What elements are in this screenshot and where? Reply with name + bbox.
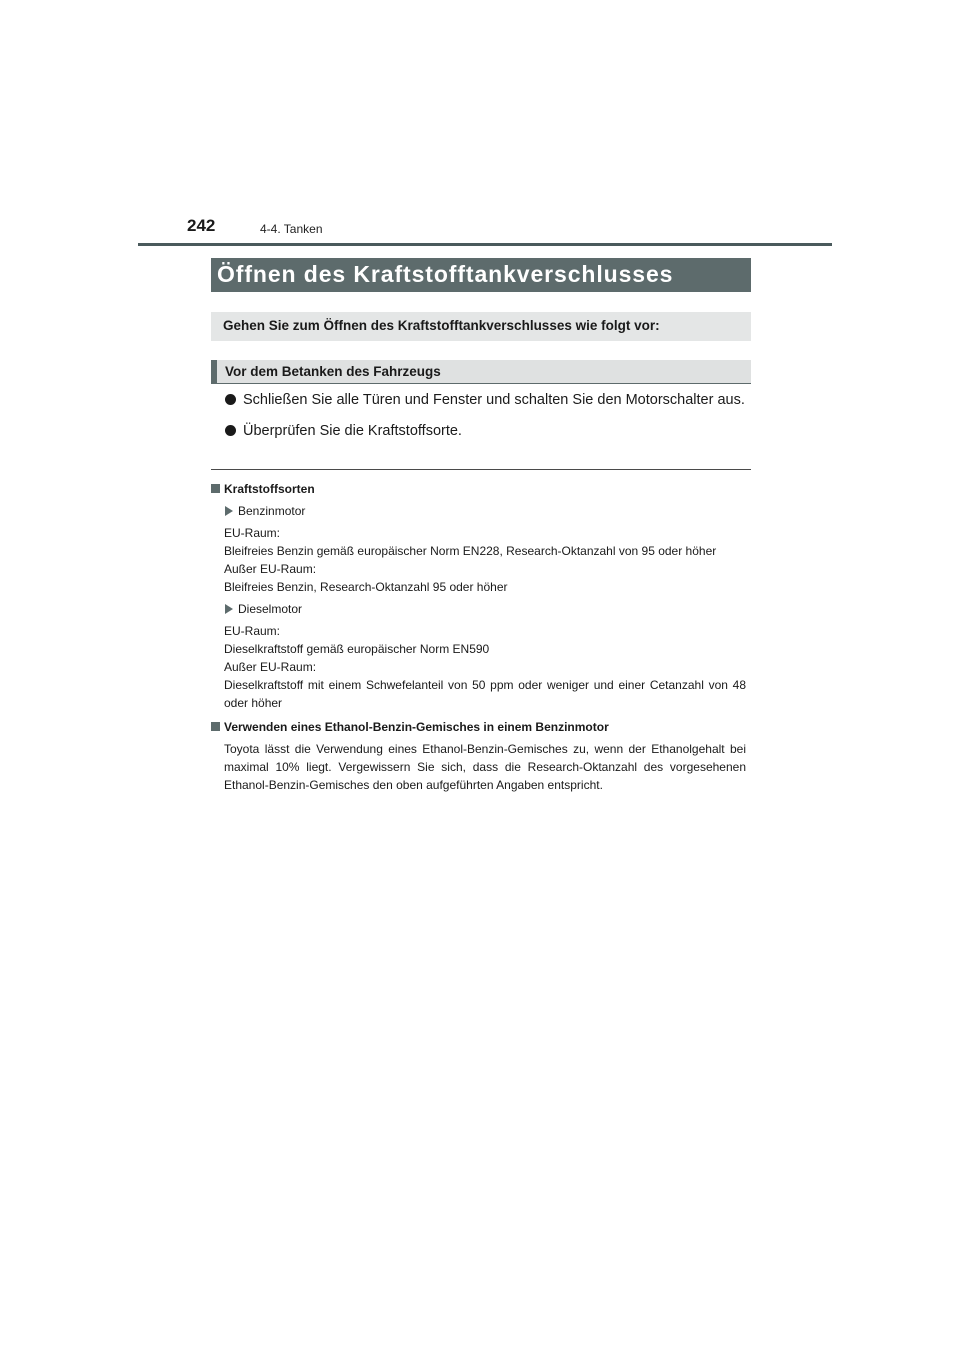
- ethanol-text: Toyota lässt die Verwendung eines Ethanol-Benzin-Gemisches zu, wenn der Ethanolgehalt bei maximal 10% liegt. Vergewissern Sie sich, dass die Research-Oktanzahl des vorgesehenen Ethanol-Benzin-Gemisches den oben aufgeführten Angaben entspricht.: [224, 742, 746, 792]
- note-heading-ethanol: [211, 718, 746, 736]
- square-bullet-icon: [211, 484, 220, 493]
- triangle-arrow-icon: [225, 506, 233, 516]
- bullet-dot-icon: [225, 394, 236, 405]
- eu-text: Bleifreies Benzin gemäß europäischer Norm EN228, Research-Oktanzahl von 95 oder höher: [224, 544, 717, 558]
- bullet-dot-icon: [225, 425, 236, 436]
- eu-label: EU-Raum:: [224, 526, 281, 540]
- non-eu-label: Außer EU-Raum:: [224, 660, 317, 674]
- notes-section: [211, 480, 746, 794]
- content-divider: [211, 469, 751, 470]
- subsection-heading: Vor dem Betanken des Fahrzeugs: [211, 360, 751, 384]
- non-eu-text: Dieselkraftstoff mit einem Schwefelanteil von 50 ppm oder weniger und einer Cetanzahl von 48 oder höher: [224, 678, 746, 710]
- note-heading-text: Kraftstoffsorten: [224, 482, 315, 496]
- eu-label: EU-Raum:: [224, 624, 281, 638]
- page-number: 242: [187, 216, 216, 235]
- note-heading-text: Verwenden eines Ethanol-Benzin-Gemisches in einem Benzinmotor: [224, 720, 609, 734]
- eu-text: Dieselkraftstoff gemäß europäischer Norm EN590: [224, 642, 490, 656]
- bullet-list: [223, 389, 747, 451]
- non-eu-label: Außer EU-Raum:: [224, 562, 317, 576]
- bullet-text: Schließen Sie alle Türen und Fenster und schalten Sie den Motorschalter aus.: [243, 392, 745, 408]
- page-title: Öffnen des Kraftstofftankverschlusses: [211, 258, 751, 292]
- sub-heading-diesel: [211, 600, 746, 618]
- sub-heading-text: Dieselmotor: [238, 602, 303, 616]
- bullet-text: Überprüfen Sie die Kraftstoffsorte.: [243, 423, 462, 439]
- triangle-arrow-icon: [225, 604, 233, 614]
- sub-heading-petrol: [211, 502, 746, 520]
- intro-box: Gehen Sie zum Öffnen des Kraftstofftankverschlusses wie folgt vor:: [211, 312, 751, 341]
- non-eu-text: Bleifreies Benzin, Research-Oktanzahl 95 oder höher: [224, 580, 508, 594]
- petrol-specs: [211, 524, 746, 596]
- header-divider: [138, 243, 832, 246]
- bullet-item: [223, 389, 747, 411]
- bullet-item: [223, 420, 747, 442]
- diesel-specs: [211, 622, 746, 712]
- square-bullet-icon: [211, 722, 220, 731]
- sub-heading-text: Benzinmotor: [238, 504, 306, 518]
- note-heading-fuel-types: [211, 480, 746, 498]
- section-header: 4-4. Tanken: [260, 222, 323, 236]
